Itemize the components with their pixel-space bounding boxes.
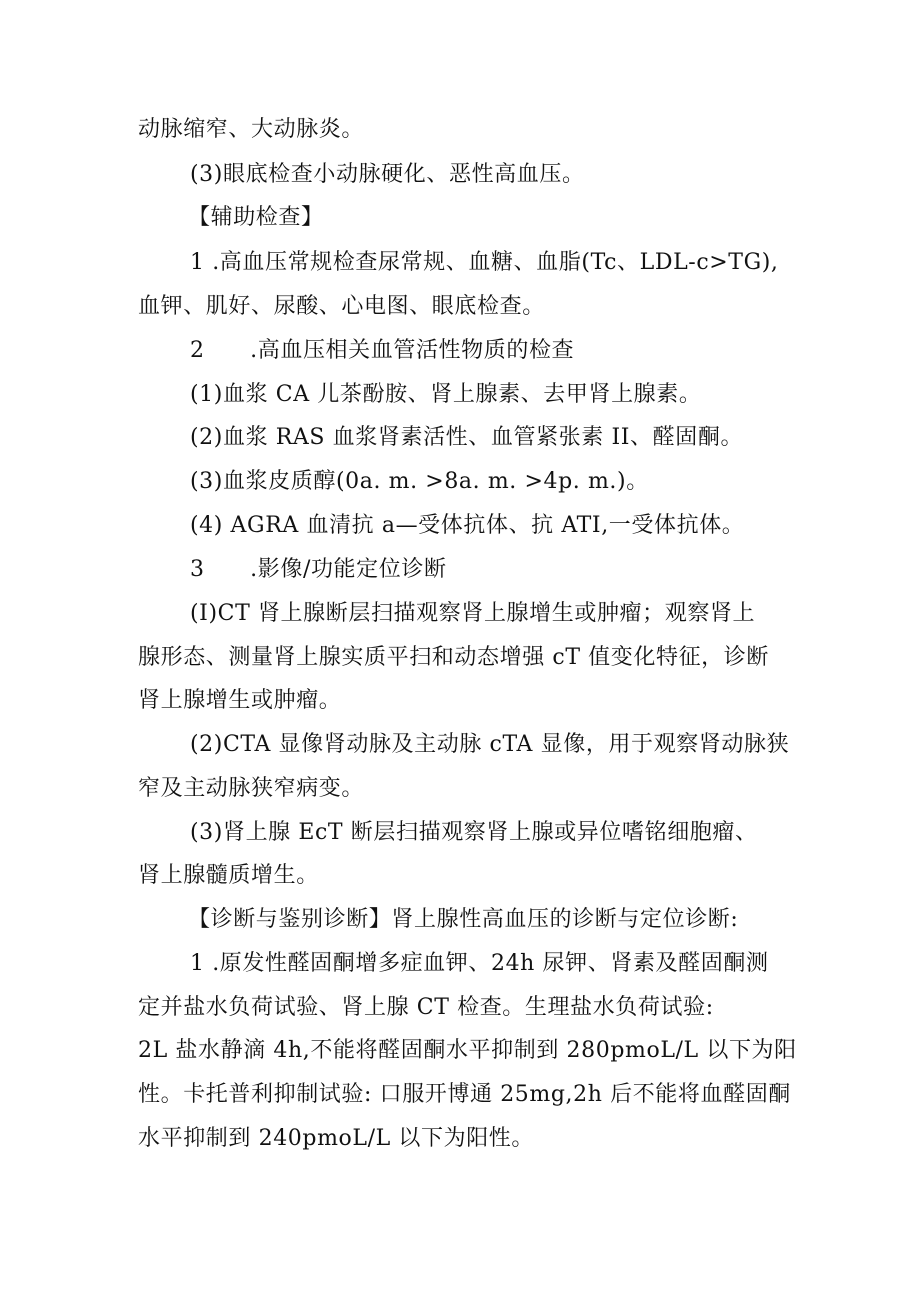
- section-heading: 2 .高血压相关血管活性物质的检查: [190, 338, 575, 363]
- section-heading: 3 .影像/功能定位诊断: [190, 557, 447, 582]
- text-line: 肾上腺髓质增生。: [138, 863, 319, 888]
- text-line: (2)血浆 RAS 血浆肾素活性、血管紧张素 II、醛固酮。: [190, 425, 744, 450]
- text-line: 动脉缩窄、大动脉炎。: [138, 117, 365, 142]
- text-line: (I)CT 肾上腺断层扫描观察肾上腺增生或肿瘤；观察肾上: [190, 601, 756, 626]
- text-line: 定并盐水负荷试验、肾上腺 CT 检查。生理盐水负荷试验:: [138, 995, 714, 1020]
- section-heading: 【诊断与鉴别诊断】肾上腺性高血压的诊断与定位诊断:: [188, 907, 739, 932]
- text-line: 腺形态、测量肾上腺实质平扫和动态增强 cT 值变化特征，诊断: [138, 645, 769, 670]
- text-line: (1)血浆 CA 儿茶酚胺、肾上腺素、去甲肾上腺素。: [190, 382, 702, 407]
- text-line: (2)CTA 显像肾动脉及主动脉 cTA 显像，用于观察肾动脉狭: [190, 732, 790, 757]
- text-line: (3)眼底检查小动脉硬化、恶性高血压。: [190, 162, 585, 187]
- text-line: 2L 盐水静滴 4h,不能将醛固酮水平抑制到 280pmoL/L 以下为阳: [138, 1038, 797, 1063]
- text-line: 1 .原发性醛固酮增多症血钾、24h 尿钾、肾素及醛固酮测: [190, 951, 769, 976]
- text-line: 血钾、肌好、尿酸、心电图、眼底检查。: [138, 294, 545, 319]
- section-heading: 【辅助检查】: [188, 205, 324, 230]
- text-line: (3)肾上腺 EcT 断层扫描观察肾上腺或异位嗜铭细胞瘤、: [190, 820, 758, 845]
- text-line: (4) AGRA 血清抗 a—受体抗体、抗 ATI,一受体抗体。: [190, 513, 745, 538]
- text-line: 水平抑制到 240pmoL/L 以下为阳性。: [138, 1126, 534, 1151]
- text-line: 1 .高血压常规检查尿常规、血糖、血脂(Tc、LDL-c>TG),: [190, 250, 779, 275]
- text-line: 窄及主动脉狭窄病变。: [138, 776, 365, 801]
- text-line: 性。卡托普利抑制试验: 口服开博通 25mg,2h 后不能将血醛固酮: [138, 1082, 791, 1107]
- text-line: (3)血浆皮质醇(0a. m. >8a. m. >4p. m.)。: [190, 469, 649, 494]
- text-line: 肾上腺增生或肿瘤。: [138, 688, 342, 713]
